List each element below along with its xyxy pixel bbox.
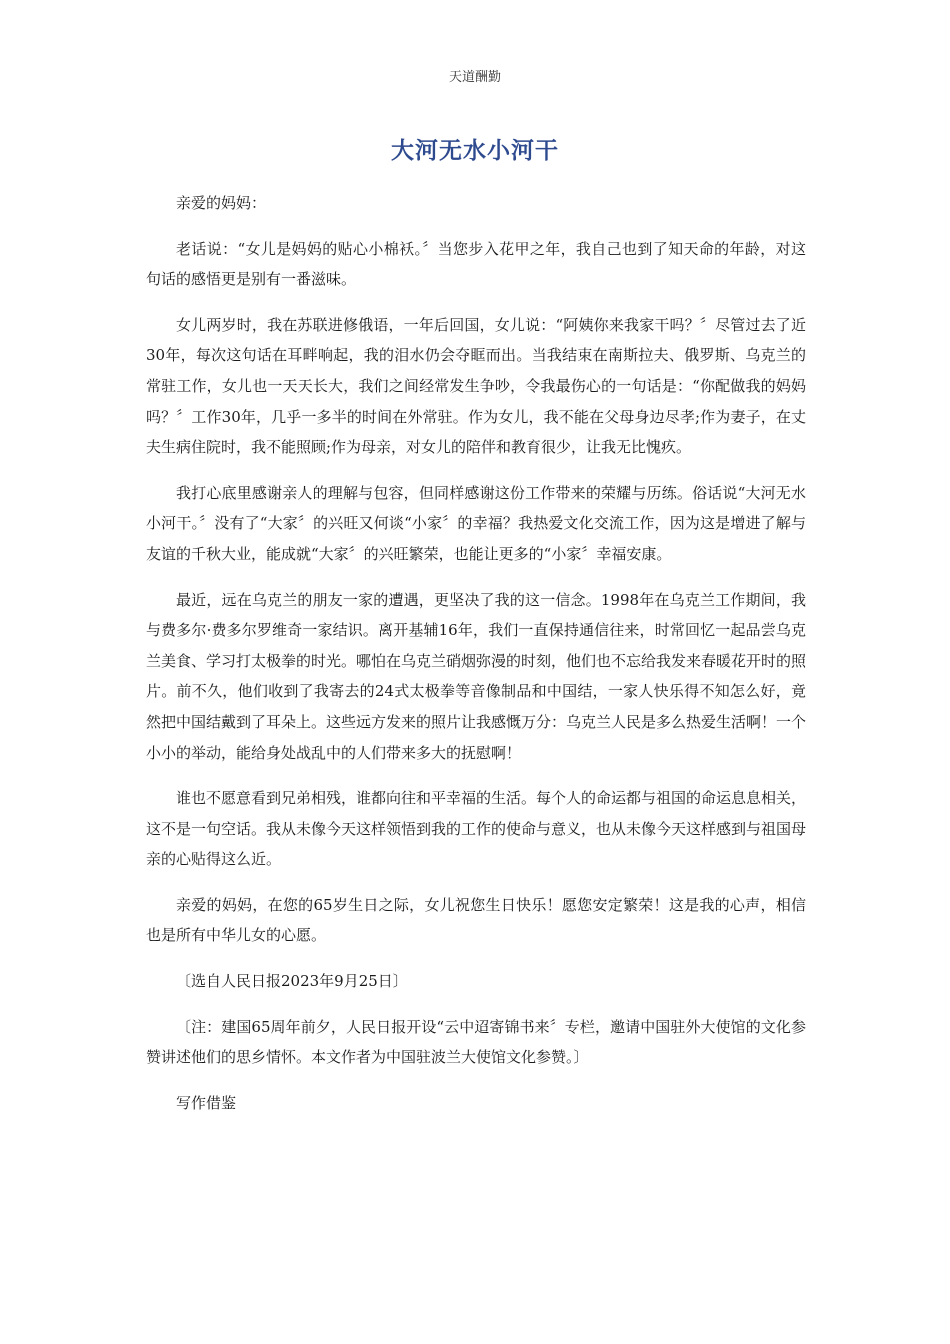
paragraph: 谁也不愿意看到兄弟相残，谁都向往和平幸福的生活。每个人的命运都与祖国的命运息息相关，这不是一句空话。我从未像今天这样领悟到我的工作的使命与意义，也从未像今天这样感到与祖国母亲的心贴得这么近。 [146,789,807,869]
document-title: 大河无水小河干 [391,138,559,164]
source-note: 〔选自人民日报2023年9月25日〕 [176,972,408,991]
salutation: 亲爱的妈妈： [176,194,267,212]
paragraph: 女儿两岁时，我在苏联进修俄语，一年后回国，女儿说：“阿姨你来我家干吗？〞尽管过去了近30年，每次这句话在耳畔响起，我的泪水仍会夺眶而出。当我结束在南斯拉夫、俄罗斯、乌克兰的常驻工作，女儿也一天天长大，我们之间经常发生争吵，令我最伤心的一句话是：“你配做我的妈妈吗？〞工作30年，几乎一多半的时间在外常驻。作为女儿，我不能在父母身边尽孝;作为妻子，在丈夫生病住院时，我不能照顾;作为母亲，对女儿的陪伴和教育很少，让我无比愧疚。 [146,315,806,457]
paragraph: 老话说：“女儿是妈妈的贴心小棉袄。〞当您步入花甲之年，我自己也到了知天命的年龄，对这句话的感悟更是别有一番滋味。 [146,239,806,289]
document-body [146,188,806,1133]
section-heading: 写作借鉴 [176,1093,237,1112]
editor-note: 〔注：建国65周年前夕，人民日报开设“云中迢寄锦书来〞专栏，邀请中国驻外大使馆的文化参赞讲述他们的思乡情怀。本文作者为中国驻波兰大使馆文化参赞。〕 [146,1017,806,1067]
page-header: 天道酬勤 [448,70,501,85]
paragraph: 我打心底里感谢亲人的理解与包容，但同样感谢这份工作带来的荣耀与历练。俗话说“大河无水小河干。〞没有了“大家〞的兴旺又何谈“小家〞的幸福？我热爱文化交流工作，因为这是增进了解与友谊的千秋大业，能成就“大家〞的兴旺繁荣，也能让更多的“小家〞幸福安康。 [146,483,806,563]
paragraph: 最近，远在乌克兰的朋友一家的遭遇，更坚决了我的这一信念。1998年在乌克兰工作期间，我与费多尔·费多尔罗维奇一家结识。离开基辅16年，我们一直保持通信往来，时常回忆一起品尝乌克兰美食、学习打太极拳的时光。哪怕在乌克兰硝烟弥漫的时刻，他们也不忘给我发来春暖花开时的照片。前不久，他们收到了我寄去的24式太极拳等音像制品和中国结，一家人快乐得不知怎么好，竟然把中国结戴到了耳朵上。这些远方发来的照片让我感慨万分：乌克兰人民是多么热爱生活啊！一个小小的举动，能给身处战乱中的人们带来多大的抚慰啊！ [146,590,807,762]
paragraph: 亲爱的妈妈，在您的65岁生日之际，女儿祝您生日快乐！愿您安定繁荣！这是我的心声，相信也是所有中华儿女的心愿。 [146,895,806,945]
